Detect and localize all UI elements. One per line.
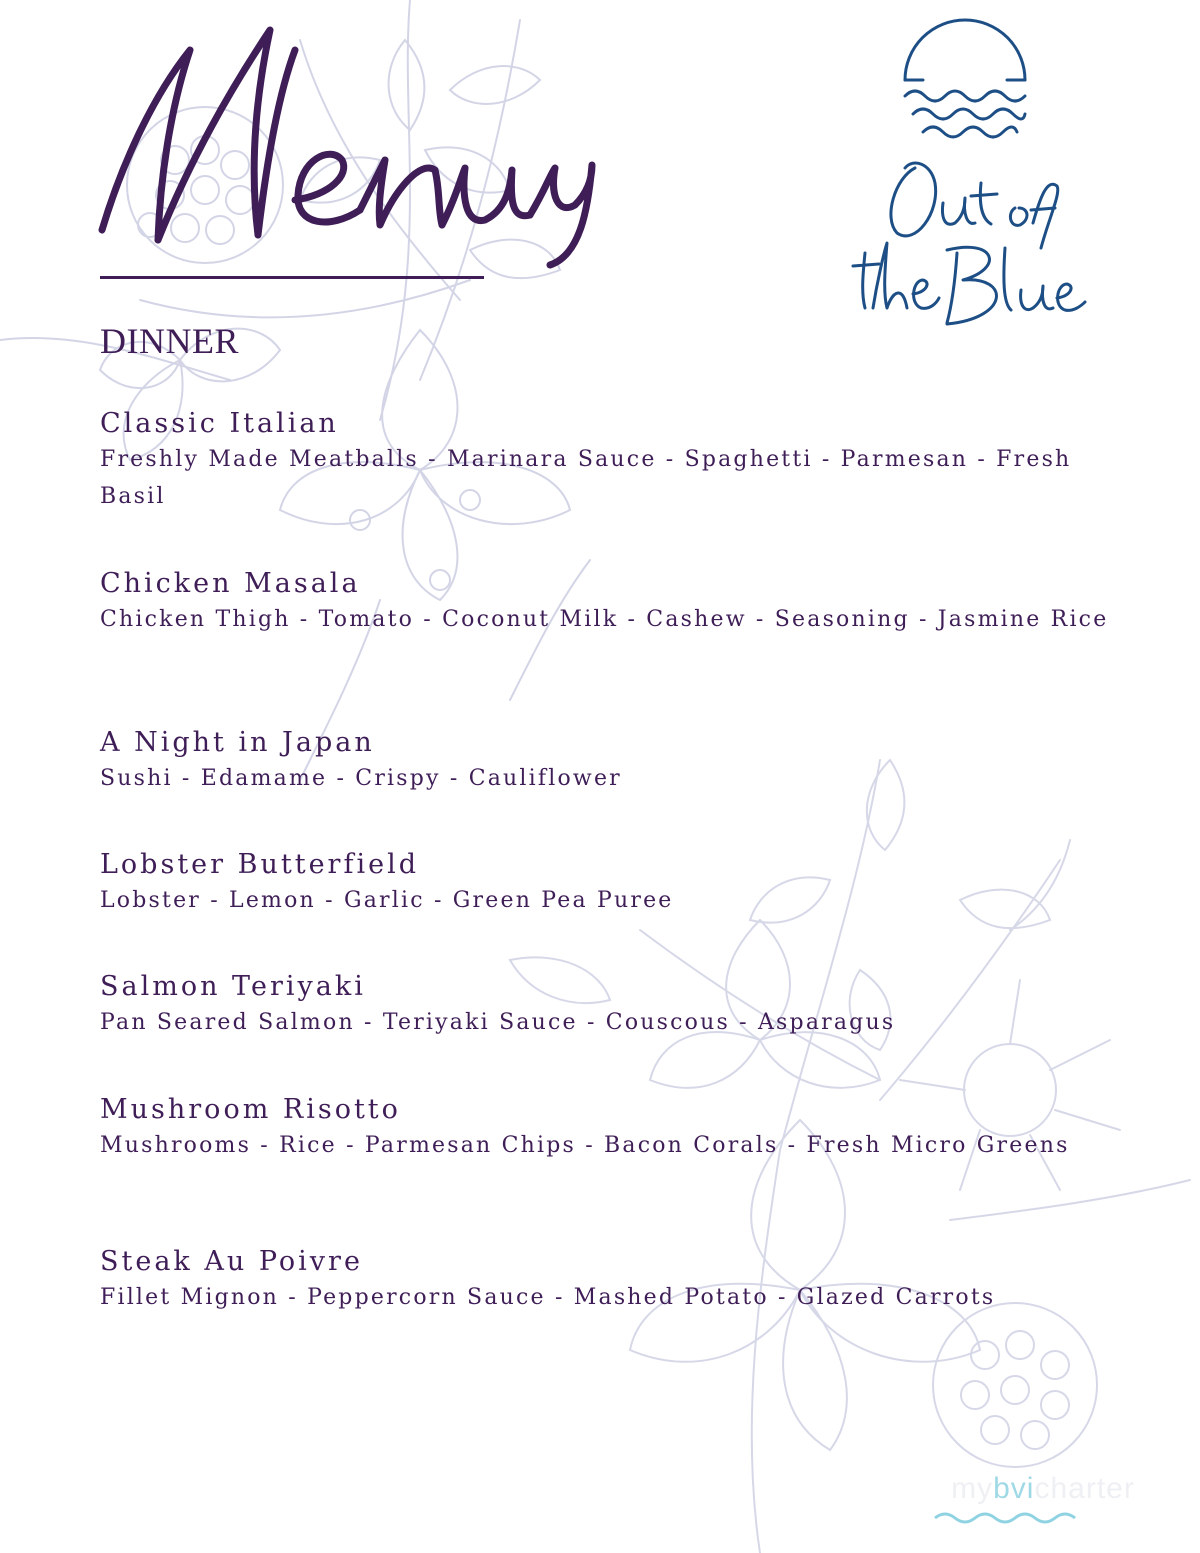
section-heading: DINNER xyxy=(100,321,239,361)
watermark-prefix: my xyxy=(951,1472,994,1505)
menu-item xyxy=(100,564,1140,638)
watermark-highlight: bvi xyxy=(993,1472,1035,1505)
menu-item xyxy=(100,845,1140,919)
menu-item-name: A Night in Japan xyxy=(100,727,375,758)
menu-item-name: Mushroom Risotto xyxy=(100,1094,401,1125)
menu-item-description: Pan Seared Salmon - Teriyaki Sauce - Couscous - Asparagus xyxy=(100,1010,896,1035)
watermark xyxy=(918,1472,1178,1532)
menu-item xyxy=(100,723,1140,797)
watermark-suffix: charter xyxy=(1034,1472,1135,1505)
menu-item xyxy=(100,967,1140,1041)
menu-item-description: Sushi - Edamame - Crispy - Cauliflower xyxy=(100,766,622,791)
menu-item-description: Freshly Made Meatballs - Marinara Sauce - Spaghetti - Parmesan - Fresh Basil xyxy=(100,447,1072,509)
menu-item xyxy=(100,1242,1140,1316)
menu-item-name: Classic Italian xyxy=(100,408,339,439)
out-of-the-blue-logo xyxy=(835,18,1095,338)
menu-item-description: Lobster - Lemon - Garlic - Green Pea Puree xyxy=(100,888,674,913)
menu-item-name: Lobster Butterfield xyxy=(100,849,419,880)
menu-item-name: Steak Au Poivre xyxy=(100,1246,363,1277)
menu-item xyxy=(100,1090,1140,1164)
menu-item xyxy=(100,404,1140,515)
menu-item-description: Fillet Mignon - Peppercorn Sauce - Mashed Potato - Glazed Carrots xyxy=(100,1285,996,1310)
menu-item-description: Chicken Thigh - Tomato - Coconut Milk - Cashew - Seasoning - Jasmine Rice xyxy=(100,607,1109,632)
watermark-text xyxy=(918,1472,1168,1506)
menu-item-name: Chicken Masala xyxy=(100,568,361,599)
title-underline xyxy=(100,276,484,279)
watermark-wave-icon xyxy=(933,1510,1093,1526)
menu-script-title xyxy=(80,10,620,270)
sun-over-waves-icon xyxy=(905,20,1025,137)
menu-item-description: Mushrooms - Rice - Parmesan Chips - Bacon Corals - Fresh Micro Greens xyxy=(100,1133,1070,1158)
menu-item-name: Salmon Teriyaki xyxy=(100,971,366,1002)
